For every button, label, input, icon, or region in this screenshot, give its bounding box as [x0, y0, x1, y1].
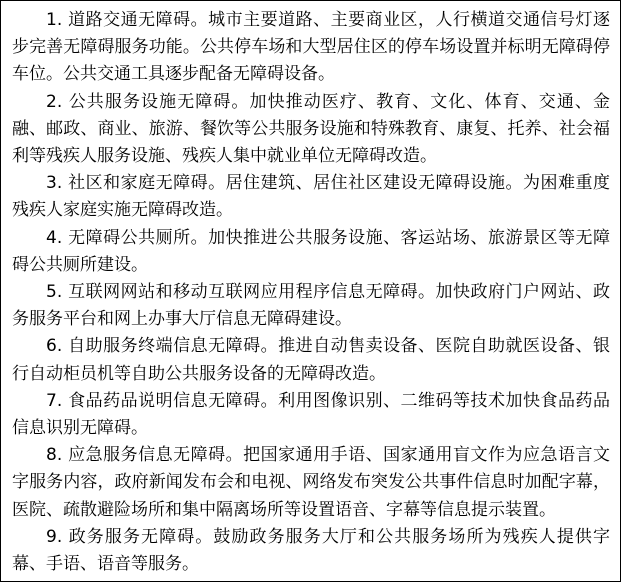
- item-heading: 食品药品说明信息无障碍。: [68, 390, 279, 411]
- list-item: [12, 279, 610, 333]
- item-number: 7.: [46, 390, 63, 411]
- item-number: 1.: [46, 10, 63, 30]
- item-body: 把国家通用手语、国家通用盲文作为应急语言文字服务内容，政府新闻发布会和电视、网络发布突发公共事件信息时加配字幕，医院、疏散避险场所和集中隔离场所等设置语音、字幕等信息提示装置。: [12, 445, 611, 520]
- item-body: 加快政府门户网站、政务服务平台和网上办事大厅信息无障碍建设。: [12, 282, 611, 330]
- item-heading: 政务服务无障碍。: [68, 526, 214, 547]
- item-heading: 应急服务信息无障碍。: [68, 445, 244, 466]
- item-body: 鼓励政务服务大厅和公共服务场所为残疾人提供字幕、手语、语音等服务。: [12, 526, 611, 575]
- item-number: 4.: [46, 227, 63, 248]
- item-heading: 无障碍公共厕所。: [68, 227, 209, 248]
- item-body: 推进自动售卖设备、医院自助就医设备、银行自动柜员机等自助公共服务设备的无障碍改造。: [12, 336, 611, 384]
- item-heading: 互联网网站和移动互联网应用程序信息无障碍。: [68, 282, 436, 303]
- item-heading: 自助服务终端信息无障碍。: [68, 336, 279, 357]
- list-item: [12, 225, 610, 279]
- list-item: [12, 7, 610, 89]
- item-number: 6.: [46, 336, 63, 357]
- list-item: [12, 170, 610, 224]
- item-number: 5.: [46, 282, 63, 303]
- list-item: [12, 442, 610, 524]
- item-number: 8.: [46, 445, 63, 466]
- document-content: [12, 7, 610, 578]
- item-number: 2.: [46, 91, 63, 112]
- item-number: 3.: [46, 173, 63, 194]
- item-number: 9.: [46, 526, 63, 547]
- list-item: [12, 89, 610, 171]
- item-body: 利用图像识别、二维码等技术加快食品药品信息识别无障碍。: [12, 390, 611, 439]
- item-body: 城市主要道路、主要商业区，人行横道交通信号灯逐步完善无障碍服务功能。公共停车场和大型居住区的停车场设置并标明无障碍停车位。公共交通工具逐步配备无障碍设备。: [12, 10, 611, 85]
- item-body: 居住建筑、居住社区建设无障碍设施。为困难重度残疾人家庭实施无障碍改造。: [12, 173, 611, 221]
- item-heading: 社区和家庭无障碍。: [68, 173, 226, 194]
- item-heading: 公共服务设施无障碍。: [68, 91, 250, 112]
- item-heading: 道路交通无障碍。: [68, 10, 209, 30]
- list-item: [12, 388, 610, 442]
- list-item: [12, 524, 610, 578]
- item-body: 加快推进公共服务设施、客运站场、旅游景区等无障碍公共厕所建设。: [12, 227, 611, 275]
- item-body: 加快推动医疗、教育、文化、体育、交通、金融、邮政、商业、旅游、餐饮等公共服务设施和特殊教育、康复、托养、社会福利等残疾人服务设施、残疾人集中就业单位无障碍改造。: [12, 91, 611, 167]
- list-item: [12, 333, 610, 387]
